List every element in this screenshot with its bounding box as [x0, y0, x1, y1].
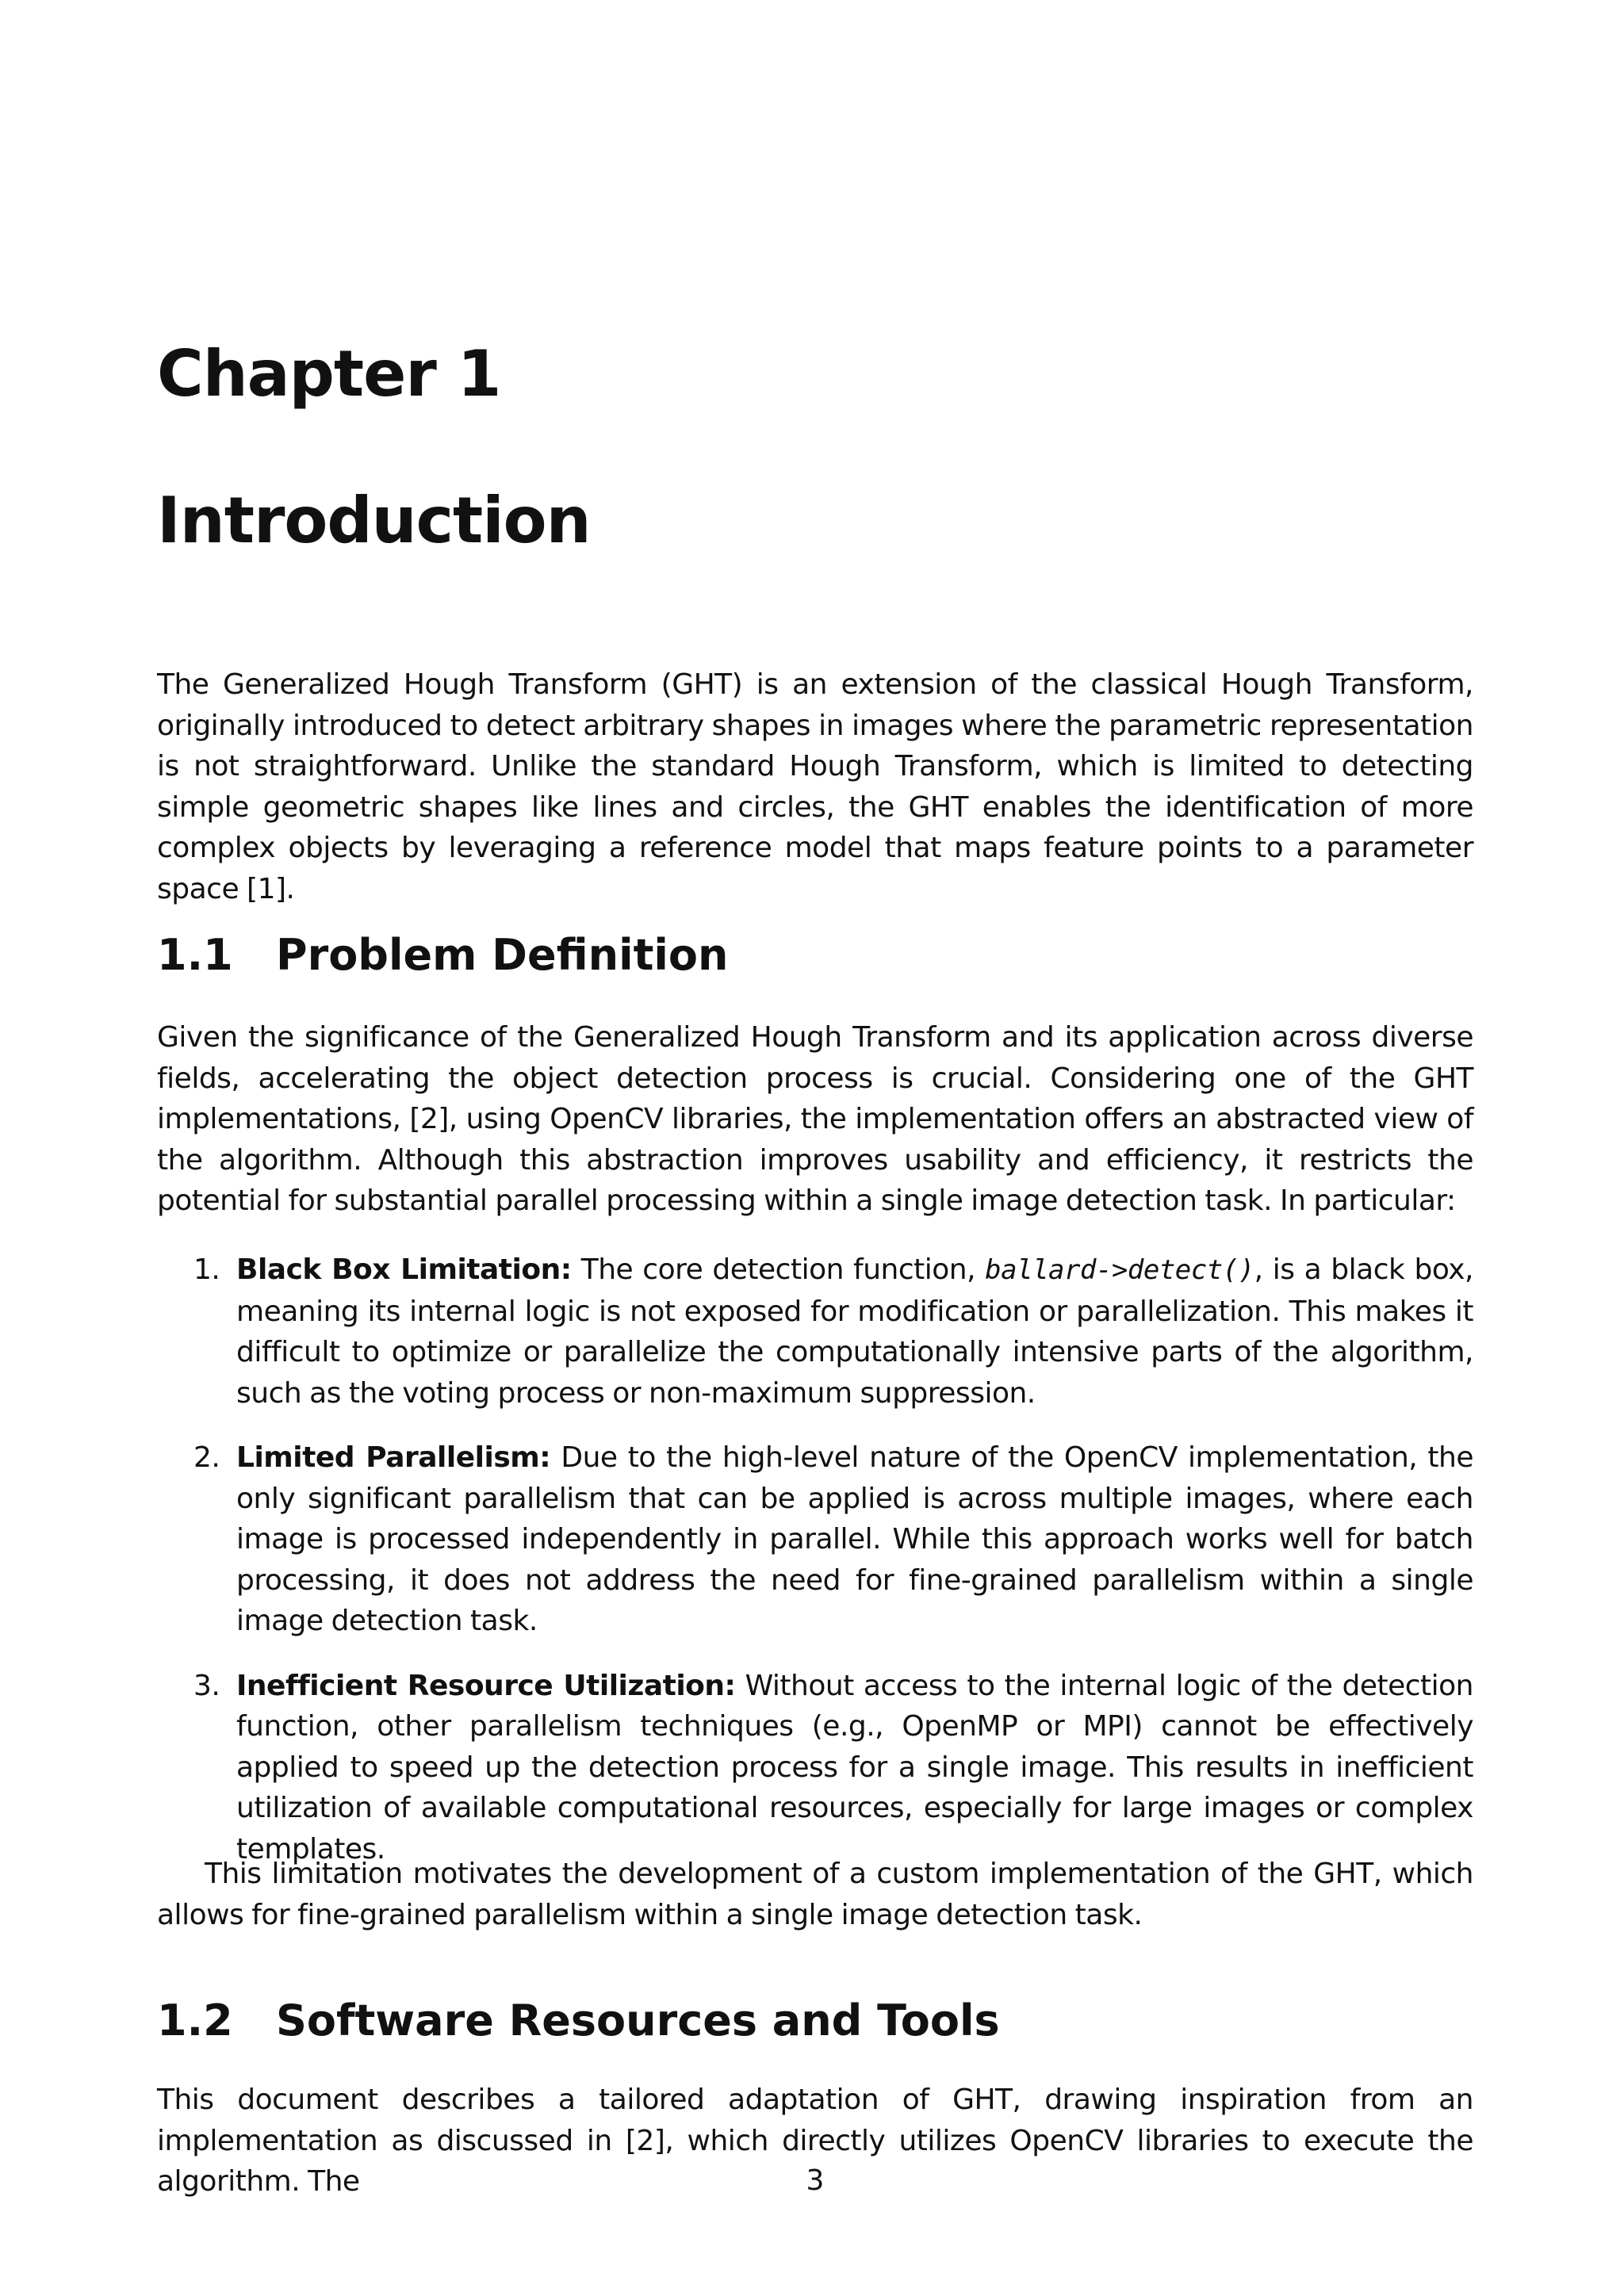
section-title: Software Resources and Tools — [276, 1996, 1000, 2045]
list-item — [193, 1437, 1473, 1642]
list-item-text: The core detection function, — [571, 1253, 986, 1286]
list-item-term: Inefficient Resource Utilization: — [236, 1669, 736, 1702]
section-title: Problem Definition — [276, 930, 729, 980]
limitations-list — [193, 1249, 1474, 1893]
problem-definition-paragraph: Given the significance of the Generalized Hough Transform and its application across diverse fields, accelerating the object detection process is crucial. Considering one of the GHT implementations, [2], using OpenCV libraries, the implementation offers an abstracted view of the algorithm. Although this abstraction improves usability and efficiency, it restricts the potential for substantial parallel processing within a single image detection task. In particular: — [157, 1021, 1473, 1217]
list-marker: 2. — [193, 1441, 220, 1474]
list-item-term: Black Box Limitation: — [236, 1253, 572, 1286]
chapter-label: Chapter 1 — [157, 337, 501, 411]
section-number: 1.1 — [157, 930, 233, 980]
software-resources-paragraph: This document describes a tailored adaptation of GHT, drawing inspiration from an implementation as discussed in [2], which directly utilizes OpenCV libraries to execute the algorithm. The — [157, 2084, 1473, 2198]
chapter-title: Introduction — [157, 484, 591, 557]
list-marker: 3. — [193, 1669, 220, 1702]
code-snippet: ballard->detect() — [985, 1254, 1254, 1286]
section-heading-problem-definition — [157, 930, 729, 980]
list-item-text: Due to the high-level nature of the OpenCV implementation, the only significant parallelism that can be applied is across multiple images, where each image is processed independently in parallel. While this approach works well for batch processing, it does not address the need for fine-grained parallelism within a single image detection task. — [236, 1441, 1473, 1637]
list-item-text: Without access to the internal logic of the detection function, other parallelism techniques (e.g., OpenMP or MPI) cannot be effectively applied to speed up the detection process for a single image. This results in inefficient utilization of available computational resources, especially for large images or complex templates. — [236, 1669, 1474, 1866]
page-number: 3 — [806, 2164, 825, 2197]
list-marker: 1. — [193, 1253, 220, 1286]
list-item — [193, 1249, 1473, 1414]
intro-paragraph: The Generalized Hough Transform (GHT) is an extension of the classical Hough Transform, originally introduced to detect arbitrary shapes in images where the parametric representation is not straightforward. Unlike the standard Hough Transform, which is limited to detecting simple geometric shapes like lines and circles, the GHT enables the identification of more complex objects by leveraging a reference model that maps feature points to a parameter space [1]. — [157, 668, 1473, 905]
list-item-text: , is a black box, meaning its internal logic is not exposed for modification or parallelization. This makes it difficult to optimize or parallelize the computationally intensive parts of the algorithm, such as the voting process or non-maximum suppression. — [236, 1253, 1473, 1410]
section-number: 1.2 — [157, 1996, 233, 2045]
closing-paragraph: This limitation motivates the development of a custom implementation of the GHT, which allows for fine-grained parallelism within a single image detection task. — [157, 1858, 1473, 1931]
section-heading-software-resources — [157, 1996, 1000, 2045]
list-item-term: Limited Parallelism: — [236, 1441, 551, 1474]
list-item — [193, 1666, 1474, 1870]
